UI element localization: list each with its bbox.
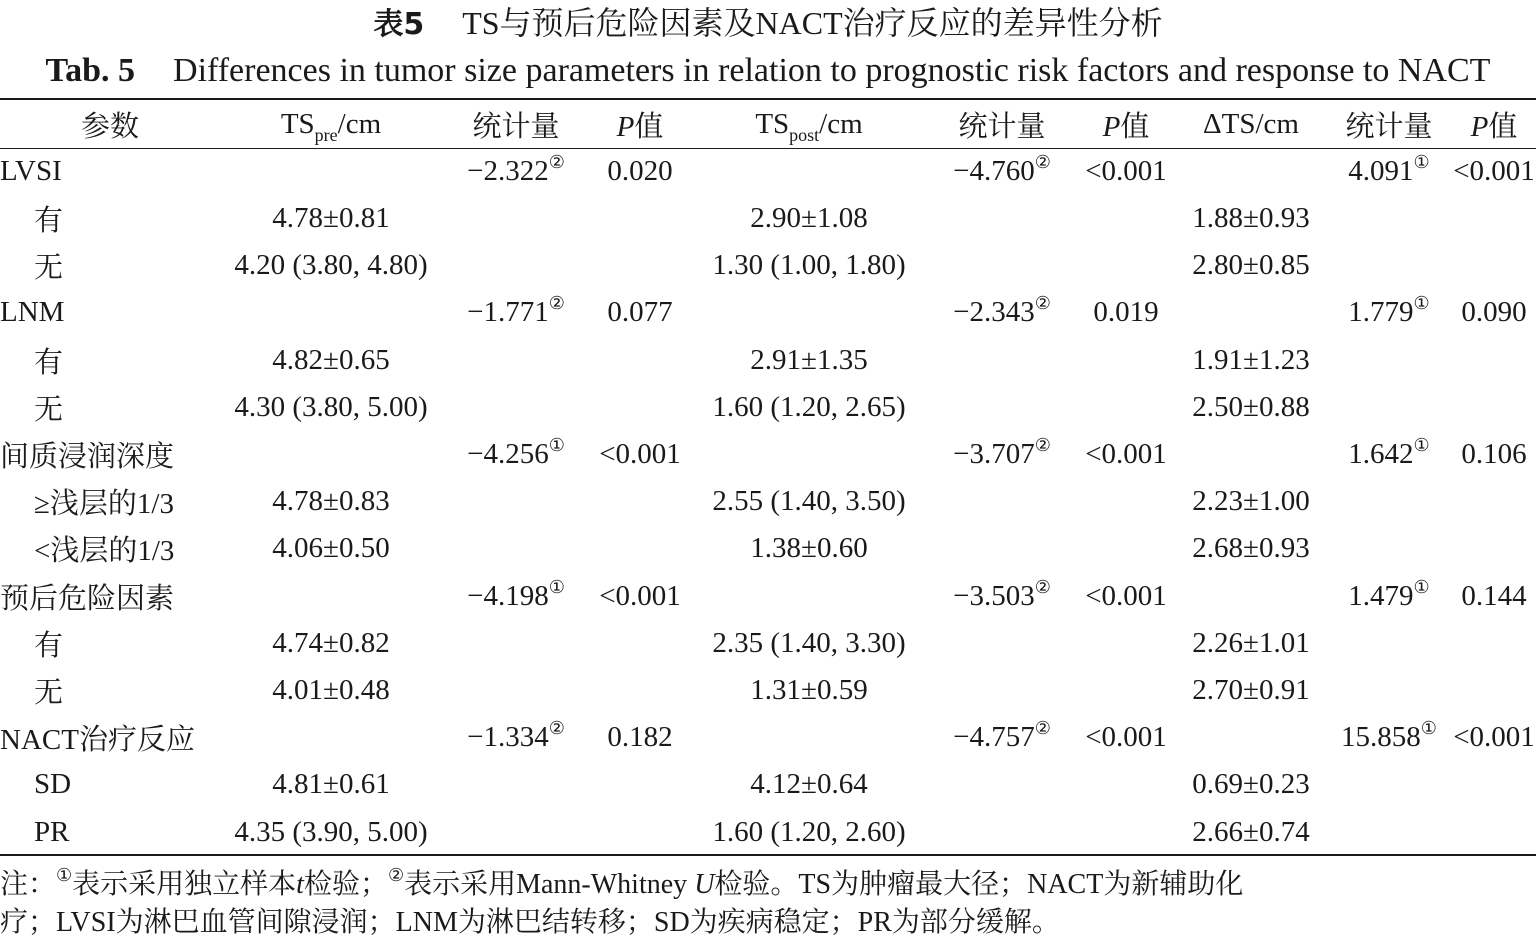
stat-post: −4.760② bbox=[953, 152, 1051, 187]
p-post: <0.001 bbox=[1085, 579, 1167, 612]
delta-ts-value: 0.69±0.23 bbox=[1192, 768, 1310, 801]
header-p-pre: P值 bbox=[616, 110, 664, 143]
delta-ts-value: 2.66±0.74 bbox=[1192, 815, 1310, 848]
stat-pre: −2.322② bbox=[467, 152, 565, 187]
p-delta: 0.106 bbox=[1461, 438, 1527, 471]
group-row bbox=[0, 573, 1536, 620]
p-delta: 0.090 bbox=[1461, 296, 1527, 329]
ts-pre-value: 4.82±0.65 bbox=[272, 343, 390, 376]
p-pre: <0.001 bbox=[599, 438, 681, 471]
p-pre: 0.020 bbox=[607, 155, 673, 187]
row-label: 无 bbox=[34, 393, 64, 426]
row-label: <浅层的1/3 bbox=[34, 535, 175, 568]
table-row bbox=[0, 337, 1536, 384]
ts-post-value: 2.91±1.35 bbox=[750, 343, 868, 376]
p-pre: 0.182 bbox=[607, 721, 673, 754]
ts-pre-value: 4.35 (3.90, 5.00) bbox=[234, 815, 428, 848]
stat-post: −3.707② bbox=[953, 435, 1051, 471]
p-post: <0.001 bbox=[1085, 155, 1167, 187]
header-p-delta: P值 bbox=[1470, 110, 1518, 143]
group-row bbox=[0, 289, 1536, 336]
table-row bbox=[0, 808, 1536, 855]
table-title-en-text: Differences in tumor size parameters in relation to prognostic risk factors and response to NACT bbox=[173, 52, 1491, 89]
table-row bbox=[0, 620, 1536, 667]
header-stat-delta: 统计量 bbox=[1345, 110, 1433, 143]
table-row bbox=[0, 525, 1536, 572]
table-row bbox=[0, 384, 1536, 431]
table-title-en bbox=[0, 48, 1536, 94]
header-delta-ts: ΔTS/cm bbox=[1203, 107, 1299, 140]
ts-pre-value: 4.78±0.81 bbox=[272, 202, 390, 235]
ts-post-value: 2.35 (1.40, 3.30) bbox=[712, 626, 906, 659]
group-name: 间质浸润深度 bbox=[0, 441, 175, 474]
header-ts-post: $TS_{post}/cm$ bbox=[755, 107, 863, 145]
ts-pre-value: 4.01±0.48 bbox=[272, 673, 390, 706]
ts-pre-value: 4.30 (3.80, 5.00) bbox=[234, 390, 428, 423]
table-row bbox=[0, 761, 1536, 808]
group-name: LVSI bbox=[0, 155, 62, 187]
p-post: <0.001 bbox=[1085, 438, 1167, 471]
ts-post-value: 2.55 (1.40, 3.50) bbox=[712, 485, 906, 518]
group-name: NACT治疗反应 bbox=[0, 724, 195, 757]
p-delta: <0.001 bbox=[1453, 721, 1535, 754]
table-footnote bbox=[0, 866, 1536, 942]
footnote-line-2: 疗；LVSI为淋巴血管间隙浸润；LNM为淋巴结转移；SD为疾病稳定；PR为部分缓解。 bbox=[0, 907, 1060, 938]
stat-delta: 15.858① bbox=[1341, 718, 1437, 754]
stat-pre: −4.256① bbox=[467, 435, 565, 471]
delta-ts-value: 1.91±1.23 bbox=[1192, 343, 1310, 376]
stat-post: −2.343② bbox=[953, 293, 1051, 329]
p-post: <0.001 bbox=[1085, 721, 1167, 754]
ts-post-value: 1.60 (1.20, 2.60) bbox=[712, 815, 906, 848]
ts-post-value: 1.30 (1.00, 1.80) bbox=[712, 249, 906, 282]
stat-delta: 1.479① bbox=[1348, 576, 1430, 612]
table-title-cn-text: TS与预后危险因素及NACT治疗反应的差异性分析 bbox=[462, 5, 1163, 41]
ts-pre-value: 4.06±0.50 bbox=[272, 532, 390, 565]
ts-post-value: 1.31±0.59 bbox=[750, 673, 868, 706]
ts-pre-value: 4.81±0.61 bbox=[272, 768, 390, 801]
stat-delta: 4.091① bbox=[1348, 152, 1430, 187]
row-label: 有 bbox=[34, 629, 64, 662]
delta-ts-value: 2.68±0.93 bbox=[1192, 532, 1310, 565]
p-delta: 0.144 bbox=[1461, 579, 1527, 612]
group-name: LNM bbox=[0, 296, 65, 329]
header-stat-pre: 统计量 bbox=[472, 110, 560, 143]
delta-ts-value: 2.70±0.91 bbox=[1192, 673, 1310, 706]
p-pre: 0.077 bbox=[607, 296, 673, 329]
table-row bbox=[0, 478, 1536, 525]
ts-post-value: 1.38±0.60 bbox=[750, 532, 868, 565]
data-table bbox=[0, 100, 1536, 856]
row-label: 有 bbox=[34, 346, 64, 379]
table-row bbox=[0, 667, 1536, 714]
stat-post: −3.503② bbox=[953, 576, 1051, 612]
header-ts-pre: $TS_{pre}/cm$ bbox=[280, 107, 382, 145]
delta-ts-value: 2.23±1.00 bbox=[1192, 485, 1310, 518]
p-post: 0.019 bbox=[1093, 296, 1159, 329]
ts-pre-value: 4.78±0.83 bbox=[272, 485, 390, 518]
table-label-en: Tab. 5 bbox=[45, 52, 136, 89]
group-row bbox=[0, 148, 1536, 195]
ts-post-value: 1.60 (1.20, 2.65) bbox=[712, 390, 906, 423]
table-title-cn bbox=[0, 0, 1536, 46]
group-row bbox=[0, 431, 1536, 478]
header-stat-post: 统计量 bbox=[958, 110, 1046, 143]
stat-pre: −1.771② bbox=[467, 293, 565, 329]
row-label: SD bbox=[34, 768, 72, 801]
stat-post: −4.757② bbox=[953, 718, 1051, 754]
row-label: 有 bbox=[34, 205, 64, 238]
header-row bbox=[0, 100, 1536, 148]
delta-ts-value: 1.88±0.93 bbox=[1192, 202, 1310, 235]
delta-ts-value: 2.50±0.88 bbox=[1192, 390, 1310, 423]
ts-post-value: 2.90±1.08 bbox=[750, 202, 868, 235]
p-delta: <0.001 bbox=[1453, 155, 1535, 187]
table-row bbox=[0, 242, 1536, 289]
p-pre: <0.001 bbox=[599, 579, 681, 612]
footnote-line-1: 注：①表示采用独立样本t检验；②表示采用Mann-Whitney U检验。TS为肿瘤最大径；NACT为新辅助化 bbox=[0, 865, 1244, 900]
ts-post-value: 4.12±0.64 bbox=[750, 768, 868, 801]
table-row bbox=[0, 195, 1536, 242]
header-param: 参数 bbox=[80, 110, 139, 143]
delta-ts-value: 2.26±1.01 bbox=[1192, 626, 1310, 659]
stat-delta: 1.642① bbox=[1348, 435, 1430, 471]
row-label: PR bbox=[34, 815, 70, 848]
row-label: 无 bbox=[34, 252, 64, 285]
stat-delta: 1.779① bbox=[1348, 293, 1430, 329]
stat-pre: −4.198① bbox=[467, 576, 565, 612]
group-row bbox=[0, 714, 1536, 761]
delta-ts-value: 2.80±0.85 bbox=[1192, 249, 1310, 282]
row-label: ≥浅层的1/3 bbox=[34, 488, 174, 521]
header-p-post: P值 bbox=[1102, 110, 1150, 143]
group-name: 预后危险因素 bbox=[0, 582, 175, 615]
row-label: 无 bbox=[34, 676, 64, 709]
stat-pre: −1.334② bbox=[467, 718, 565, 754]
ts-pre-value: 4.74±0.82 bbox=[272, 626, 390, 659]
ts-pre-value: 4.20 (3.80, 4.80) bbox=[234, 249, 428, 282]
table-label-cn: 表5 bbox=[373, 7, 425, 42]
